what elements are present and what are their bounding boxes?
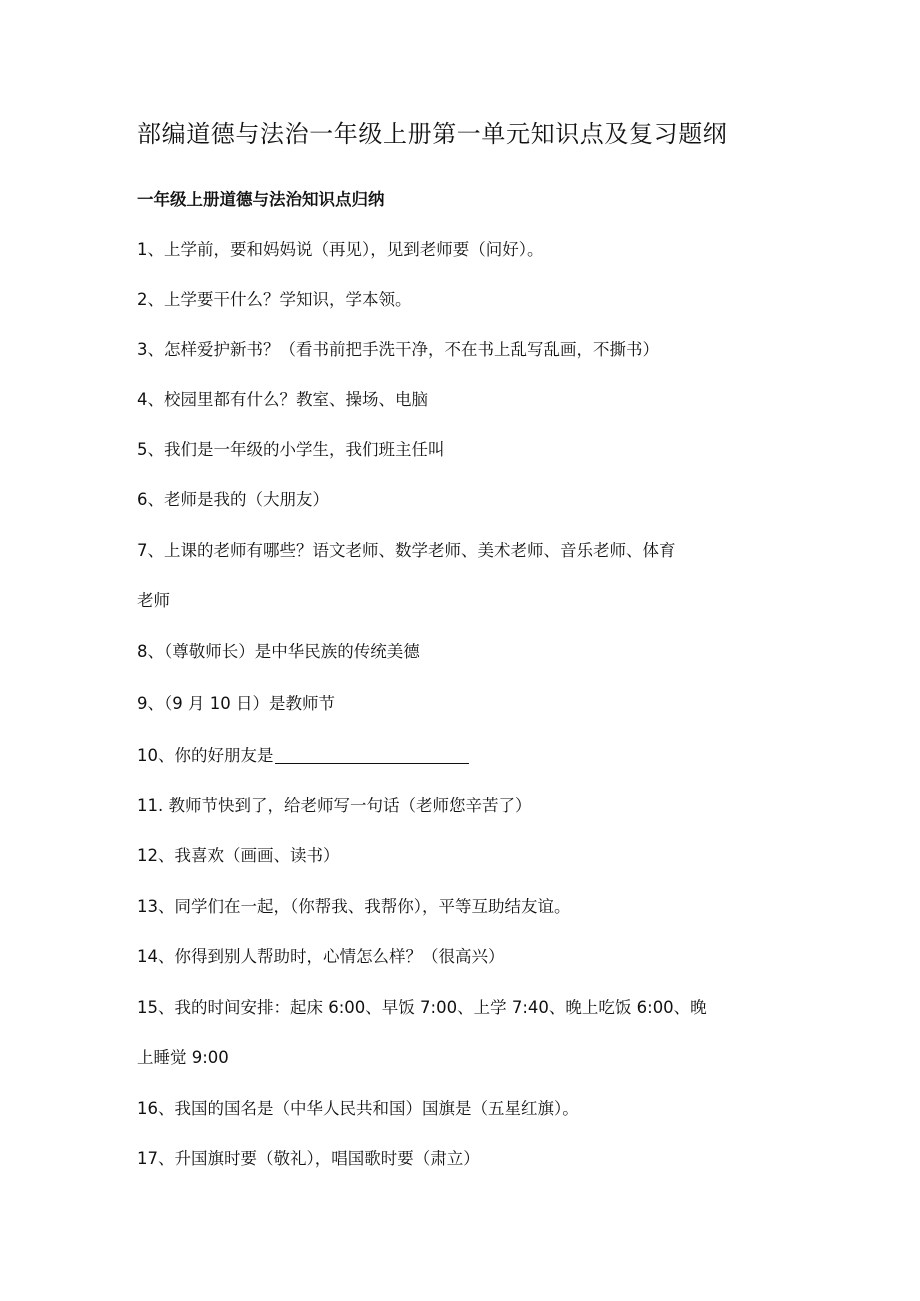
list-item: 1、上学前，要和妈妈说（再见），见到老师要（问好）。 — [137, 240, 544, 259]
fill-in-blank-line — [275, 762, 469, 764]
list-item: 15、我的时间安排：起床 6:00、早饭 7:00、上学 7:40、晚上吃饭 6:00、晚 — [137, 998, 707, 1017]
list-item-continuation: 老师 — [137, 591, 170, 610]
list-item: 14、你得到别人帮助时，心情怎么样？（很高兴） — [137, 947, 505, 966]
list-item: 17、升国旗时要（敬礼），唱国歌时要（肃立） — [137, 1149, 480, 1168]
list-item: 12、我喜欢（画画、读书） — [137, 846, 340, 865]
document-title: 部编道德与法治一年级上册第一单元知识点及复习题纲 — [137, 120, 728, 148]
list-item: 7、上课的老师有哪些？语文老师、数学老师、美术老师、音乐老师、体育 — [137, 541, 676, 560]
list-item: 4、校园里都有什么？教室、操场、电脑 — [137, 390, 428, 409]
list-item: 8、（尊敬师长）是中华民族的传统美德 — [137, 642, 420, 661]
list-item: 13、同学们在一起，（你帮我、我帮你），平等互助结友谊。 — [137, 897, 571, 916]
list-item: 9、（9 月 10 日）是教师节 — [137, 694, 335, 713]
section-heading: 一年级上册道德与法治知识点归纳 — [137, 190, 385, 209]
list-item-with-blank — [137, 742, 469, 770]
list-item: 16、我国的国名是（中华人民共和国）国旗是（五星红旗）。 — [137, 1099, 579, 1118]
list-item-text: 10、你的好朋友是 — [137, 746, 274, 765]
list-item: 3、怎样爱护新书？（看书前把手洗干净，不在书上乱写乱画，不撕书） — [137, 340, 659, 359]
list-item: 2、上学要干什么？学知识，学本领。 — [137, 290, 412, 309]
list-item: 6、老师是我的（大朋友） — [137, 490, 329, 509]
list-item: 11. 教师节快到了，给老师写一句话（老师您辛苦了） — [137, 796, 532, 815]
list-item: 5、我们是一年级的小学生，我们班主任叫 — [137, 440, 445, 459]
list-item-continuation: 上睡觉 9:00 — [137, 1048, 229, 1067]
